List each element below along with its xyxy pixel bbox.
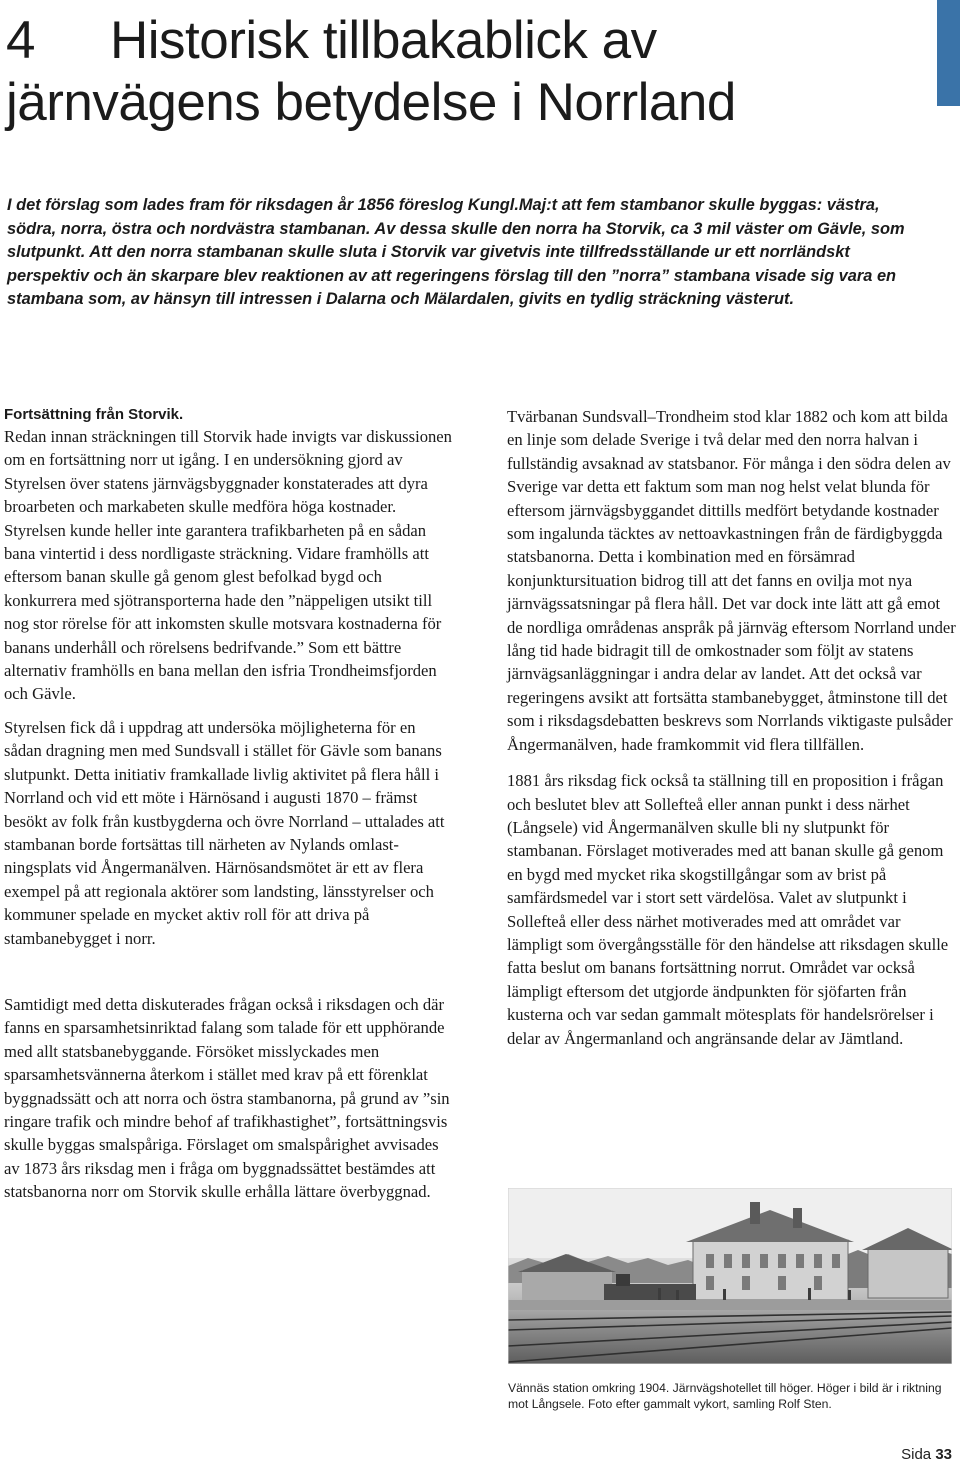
chapter-title-line-1: Historisk tillbakablick av [110, 11, 657, 70]
body-paragraph: 1881 års riksdag fick också ta ställning till en proposition i frågan och beslutet blev att Sollefteå eller annan punkt i dess närhet (Långsele) vid Ångermanälven skulle bli ny slutpunkt för stambanan. Förslaget motiverades med att banan skulle gå genom en bygd med mycket rika skogstillgångar som av brist på samfärdsmedel var i stort sett värdelösa. Valet av slutpunkt i Sollefteå eller dess närhet motiverades med att området var lämpligt som övergångsställe för den händelse att riksdagen skulle fatta beslut om banans fortsättning norrut. Området var också lämpligt eftersom det utgjorde ändpunkten för sjöfarten från kusterna och var sedan gammalt mötesplats för handelsrörelser i delar av Ångermanland och angränsande delar av Jämtland. [507, 771, 949, 1048]
left-column [4, 405, 453, 1204]
section-subheading: Fortsättning från Storvik. [4, 406, 184, 423]
body-paragraph: Redan innan sträckningen till Storvik hade invigts var diskussionen om en fortsättning norr ut igång. I en undersökning gjord av Styrelsen över statens järnvägsbyggnader konstaterades att dyra broarbeten och markabeten skulle medföra höga kostnader. Styrelsen kunde heller inte garantera trafikbarheten på en sådan bana vintertid i dess nordligaste sträckning. Vidare framhölls att eftersom banan skulle gå genom glest befolkad bygd och konkurrera med sjötransporterna hade den ”näppeligen utsikt till nog stor rörelse för att inkomsten skulle motsvara kostnaderna för banans underhåll och rörelsens bedrifvande.” Som ett bättre alternativ framhölls en bana mellan den isfria Trondheimsfjorden och Gävle. [4, 427, 452, 704]
station-photo-illustration [508, 1188, 952, 1364]
chapter-title [6, 10, 926, 134]
lead-paragraph: I det förslag som lades fram för riksdagen år 1856 föreslog Kungl.Maj:t att fem stambanor skulle byggas: västra, södra, norra, östra och nordvästra stambanan. Av dessa skulle den norra ha Storvik, ca 3 mil väster om Gävle, som slutpunkt. Att den norra stambanan skulle sluta i Storvik var givetvis inte tillfredsställande ur ett norrländskt perspektiv och än skarpare blev reaktionen av att regeringens förslag till den ”norra” stambana visade sig vara en stambana som, av hänsyn till intressen i Dalarna och Mälardalen, givits en tydlig sträckning västerut. [7, 196, 905, 309]
page-number-value: 33 [935, 1446, 952, 1463]
body-paragraph: Samtidigt med detta diskuterades frågan också i riksdagen och där fanns en sparsamhetsinriktad falang som talade för ett upphörande med allt statsbanebyggande. Försöket misslyckades men sparsamhetsvännerna återkom i stället med krav på ett förenklat byggnadssätt och att norra och östra stambanorna, på grund av ”sin ringare trafik och mindre behof af trafikhastighet”, fortsättningsvis skulle byggas smalspåriga. Förslaget om smalspårighet avvisades av 1873 års riksdag men i fråga om byggnadssättet bestämdes att statsbanorna norr om Storvik skulle erhålla lättare överbyggnad. [4, 994, 450, 1202]
body-paragraph: Styrelsen fick då i uppdrag att undersöka möjligheterna för en sådan dragning men med Sundsvall i stället för Gävle som banans slutpunkt. Detta initiativ framkallade livlig aktivitet på flera håll i Norrland och vid ett möte i Härnösand i augusti 1870 – främst besökt av folk från kustbygderna och övre Norrland – uttalades att stambanan borde fortsättas till närheten av Nylands omlastningsplats vid Ångermanälven. Härnösandsmötet är ett av flera exempel på att regionala aktörer som landsting, länsstyrelser och kommuner spelade en mycket aktiv roll för att driva på stambanebygget i norr. [4, 717, 445, 948]
station-photo [508, 1188, 952, 1364]
right-column [507, 405, 956, 1050]
chapter-number: 4 [6, 11, 35, 70]
page-label: Sida [901, 1446, 932, 1463]
chapter-tab-marker [937, 0, 960, 106]
body-paragraph: Tvärbanan Sundsvall–Trondheim stod klar 1882 och kom att bilda en linje som delade Sverige i två delar med den norra halvan i fullständig avsaknad av statsbanor. För många i den södra delen av Sverige var detta ett faktum som man nog helst velat blunda för eftersom järnvägsbyggandet dittills medfört betydande kostnader som ingalunda täcktes av nettoavkastningen från de färdigbyggda statsbanorna. Detta i kombination med en försämrad konjunktursituation bidrog till att det fanns en ovilja mot nya järnvägssatsningar på flera håll. Det var dock inte lätt att gå emot de nordliga områdenas anspråk på järnväg eftersom Norrland under lång tid hade bidragit till de omkostnader som följt av statens järnvägsanläggningar i andra delar av landet. Att det också var regeringens avsikt att fortsätta stambanebygget, åtminstone till det som i riksdagsdebatten beskrevs som Norrlands viktigaste pulsåder Ångermanälven, hade framkommit vid flera tillfällen. [507, 407, 956, 754]
photo-caption: Vännäs station omkring 1904. Järnvägshotellet till höger. Höger i bild är i riktning mot Långsele. Foto efter gammalt vykort, samling Rolf Sten. [508, 1381, 942, 1411]
chapter-title-line-2: järnvägens betydelse i Norrland [6, 73, 736, 132]
page-number [901, 1446, 952, 1464]
